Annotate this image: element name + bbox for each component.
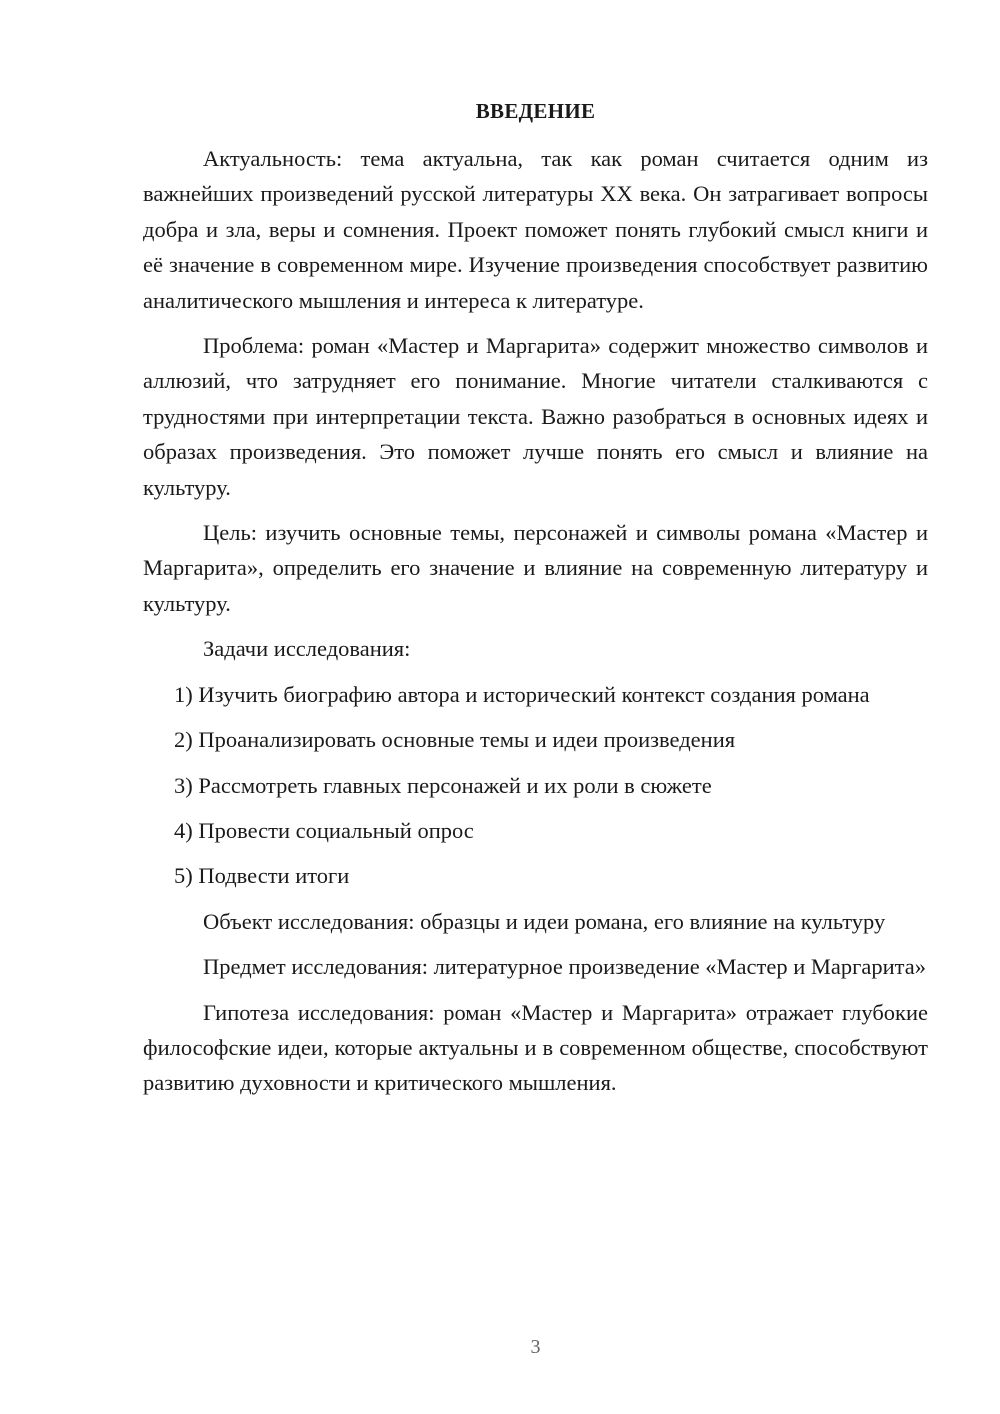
goal-paragraph: Цель: изучить основные темы, персонажей и символы романа «Мастер и Маргарита», определить его значение и влияние на современную литературу и культуру.: [143, 520, 928, 616]
tasks-heading: Задачи исследования:: [203, 636, 411, 662]
document-body: [143, 141, 928, 1111]
subject-paragraph: Предмет исследования: литературное произведение «Мастер и Маргарита»: [203, 954, 926, 980]
page-title: ВВЕДЕНИЕ: [475, 99, 596, 123]
document-page: [143, 0, 928, 1414]
list-item: 2) Проанализировать основные темы и идеи произведения: [174, 727, 736, 753]
relevance-paragraph: Актуальность: тема актуальна, так как роман считается одним из важнейших произведений русской литературы XX века. Он затрагивает вопросы добра и зла, веры и сомнения. Проект поможет понять глубокий смысл книги и её значение в современном мире. Изучение произведения способствует развитию аналитического мышления и интереса к литературе.: [143, 146, 928, 313]
list-item: 5) Подвести итоги: [174, 863, 350, 889]
object-paragraph: Объект исследования: образцы и идеи романа, его влияние на культуру: [203, 908, 886, 934]
problem-paragraph: Проблема: роман «Мастер и Маргарита» содержит множество символов и аллюзий, что затрудняет его понимание. Многие читатели сталкиваются с трудностями при интерпретации текста. Важно разобраться в основных идеях и образах произведения. Это поможет лучше понять его смысл и влияние на культуру.: [143, 333, 928, 500]
page-number: 3: [530, 1336, 541, 1358]
list-item: 1) Изучить биографию автора и исторический контекст создания романа: [174, 681, 870, 707]
hypothesis-paragraph: Гипотеза исследования: роман «Мастер и Маргарита» отражает глубокие философские идеи, которые актуальны и в современном обществе, способствуют развитию духовности и критического мышления.: [143, 999, 928, 1096]
list-item: 3) Рассмотреть главных персонажей и их роли в сюжете: [174, 772, 712, 798]
list-item: 4) Провести социальный опрос: [174, 817, 474, 843]
tasks-list: [143, 677, 928, 894]
